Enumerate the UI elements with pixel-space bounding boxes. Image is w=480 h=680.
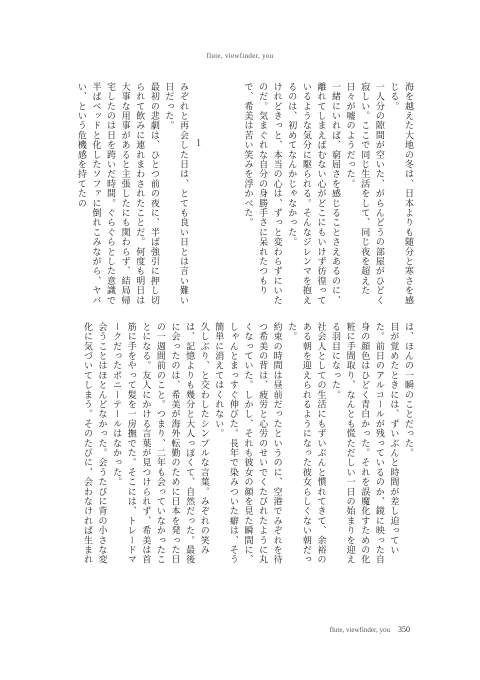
page-footer xyxy=(330,625,410,634)
paragraph: 一緒にいれば、窮屈さを感じることさえあるのに、離れてしまえばむない心がどこにもいけず彷徨っているような気分に駆られる。そんなジレンマを抱えるのは、初めてなんかじゃなかった。 xyxy=(286,82,341,306)
paragraph: 社会人としての生活にもずいぶんと慣れてきて、余裕のある朝を迎えられるようになった彼女らしくない朝だった。 xyxy=(286,322,326,565)
text-block-bottom xyxy=(70,322,415,572)
paragraph: 海を越えた大地の冬は、日本よりも随分と寒さを感じる。 xyxy=(388,82,413,306)
paragraph: は、ほんの一瞬のことだった。 xyxy=(403,322,413,458)
paragraph: 約束の時間は昼前だったというのに、空港でみぞれを待つ希美の背は、疲労と心労のせいでくたびれたように丸くなっていた。しかし、それも彼女の顔を見た瞬間に、しゃんとまっすぐ伸びた。長年で染みついた癖は、そう簡単に消えてはくれない。 xyxy=(213,322,282,565)
paragraph: 久しぶり、と交わしたシンプルな言葉。みぞれの笑みは、記憶よりも幾分と大人っぽくて、自然だった。最後に会ったのは、希美が海外転勤のために日本を発った日の一週間前のこと。つまり、二年も会っていなかったことになる。友人にかける言葉が見つけられず、希美は首筋に手をやって髪を一房撫でた。そこには、トレードマークだったポニーテールはなかった。 xyxy=(111,322,209,565)
paragraph: 目が覚めたときには、ずいぶんと時間が差し迫っていた。前日のアルコールが残っているのか、鏡に映った自身の顔色はひどく青白かった。それを誤魔化すための化粧に手間取り、なんとも慌ただしい一日の始まりを迎える羽目になった。 xyxy=(330,322,399,565)
page-number: 350 xyxy=(398,625,410,634)
text-block-top xyxy=(195,82,415,307)
chapter-marker: 1 xyxy=(196,138,201,149)
paragraph: 会うことはほとんどなかった。会うたびに背の小さな変化に気づいてしまう。そのたびに、会わなければ生まれ xyxy=(81,322,107,565)
paragraph: みぞれと再会した日は、とても良い日とは言い難い日だった。 xyxy=(163,82,188,306)
paragraph: 一人分の隙間が空いた、がらんどうの部屋がひどく寂しい。ここで同じ生活をして、同じ夜を超えた日々が嘘のようだった。 xyxy=(344,82,384,306)
running-head: flute, viewfinder, you xyxy=(206,52,274,60)
text-block-middle xyxy=(70,82,190,307)
paragraph: けれどきっと、本当の心は、ずっと変わらずにいたのだ。気まぐれな自分の身勝手さに呆れたつもりで、希美は苦い笑みを浮かべた。 xyxy=(242,82,282,306)
paragraph: 最初の悲劇は、ひとつ前の夜に、半ば強引に押し切られて飲みに連れまわされたことだ。何度も明日は大事な用事があると主張したにも関わらず、結局帰宅したのは日を跨いだ時間。ぐらぐらとした意識で半ばベッドと化したソファに倒れこみながら、ヤバい、という危機感を持てたの xyxy=(75,82,159,306)
footer-title: flute, viewfinder, you xyxy=(329,626,390,634)
